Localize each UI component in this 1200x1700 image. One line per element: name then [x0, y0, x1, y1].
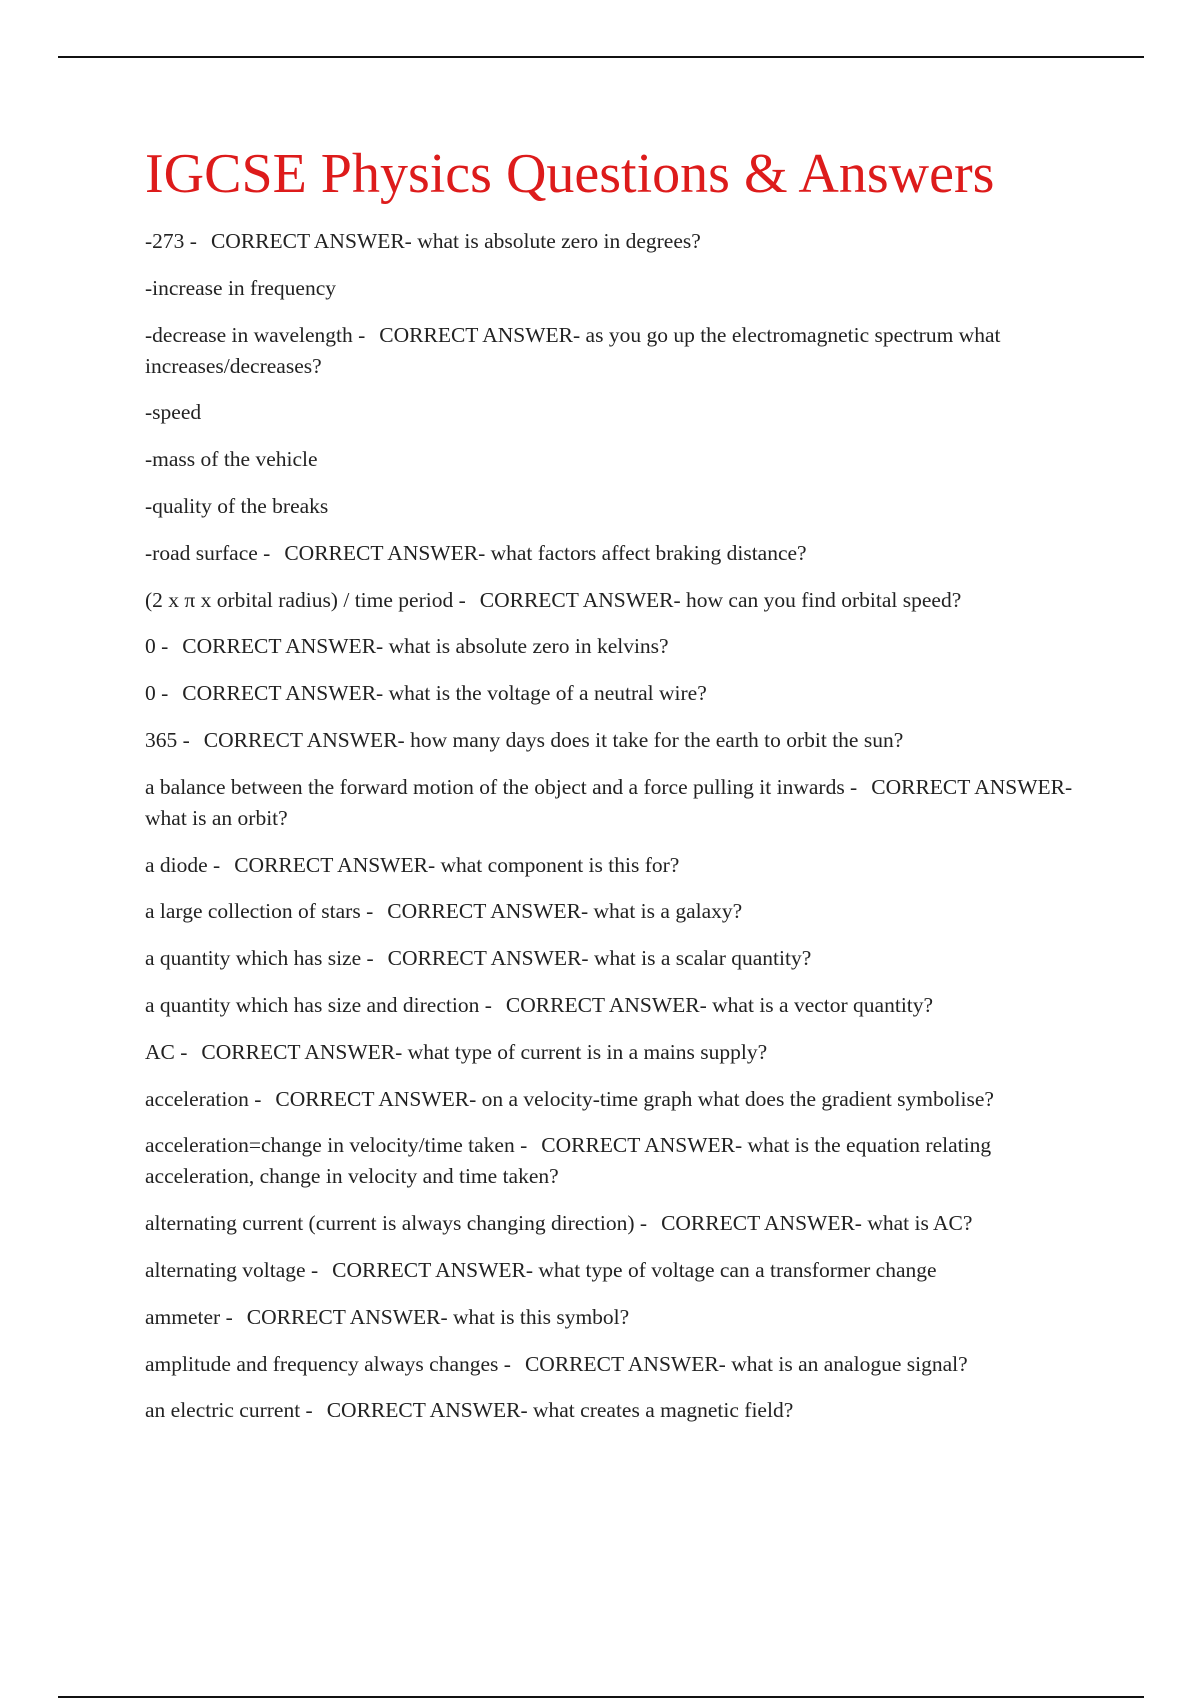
question-text: CORRECT ANSWER- as you go up the electromagnetic spectrum what increases/decreases?	[145, 322, 1001, 378]
list-item	[145, 320, 1085, 382]
answer-text: acceleration -	[145, 1086, 262, 1111]
question-text: CORRECT ANSWER- what is a scalar quantity?	[387, 946, 812, 971]
list-item	[145, 631, 1085, 662]
list-item	[145, 491, 1085, 522]
answer-text: a quantity which has size -	[145, 946, 374, 971]
list-item	[145, 273, 1085, 304]
question-text: CORRECT ANSWER- how can you find orbital speed?	[479, 587, 962, 612]
question-text: CORRECT ANSWER- what is this symbol?	[246, 1304, 630, 1329]
list-item	[145, 1130, 1085, 1192]
list-item	[145, 1255, 1085, 1286]
answer-text: a large collection of stars -	[145, 899, 374, 924]
answer-text: AC -	[145, 1039, 188, 1064]
answer-text: acceleration=change in velocity/time taken -	[145, 1133, 528, 1158]
question-text: CORRECT ANSWER- what component is this for?	[234, 852, 680, 877]
answer-text: -speed	[145, 400, 202, 425]
question-text: CORRECT ANSWER- what is an orbit?	[145, 774, 1073, 830]
qa-list	[145, 226, 1085, 1426]
list-item	[145, 585, 1085, 616]
list-item	[145, 943, 1085, 974]
list-item	[145, 896, 1085, 927]
list-item	[145, 990, 1085, 1021]
answer-text: -273 -	[145, 229, 197, 253]
question-text: CORRECT ANSWER- what type of voltage can a transformer change	[332, 1257, 937, 1282]
bottom-rule	[58, 1696, 1144, 1698]
answer-text: -road surface -	[145, 540, 271, 565]
list-item	[145, 772, 1085, 834]
list-item	[145, 538, 1085, 569]
question-text: CORRECT ANSWER- what type of current is in a mains supply?	[201, 1039, 768, 1064]
answer-text: an electric current -	[145, 1398, 313, 1423]
list-item	[145, 725, 1085, 756]
answer-text: amplitude and frequency always changes -	[145, 1351, 511, 1376]
list-item	[145, 444, 1085, 475]
question-text: CORRECT ANSWER- what creates a magnetic field?	[326, 1398, 794, 1423]
list-item	[145, 1037, 1085, 1068]
document-title: IGCSE Physics Questions & Answers	[145, 143, 995, 205]
question-text: CORRECT ANSWER- what is AC?	[661, 1211, 973, 1236]
top-rule	[58, 56, 1144, 58]
list-item	[145, 678, 1085, 709]
question-text: CORRECT ANSWER- what is absolute zero in degrees?	[210, 229, 701, 253]
question-text: CORRECT ANSWER- what is the voltage of a neutral wire?	[182, 681, 707, 706]
question-text: CORRECT ANSWER- how many days does it take for the earth to orbit the sun?	[203, 727, 904, 752]
question-text: CORRECT ANSWER- what is absolute zero in kelvins?	[182, 634, 669, 659]
answer-text: 0 -	[145, 681, 169, 706]
answer-text: ammeter -	[145, 1304, 233, 1329]
list-item	[145, 1395, 1085, 1426]
answer-text: -decrease in wavelength -	[145, 322, 366, 347]
answer-text: -quality of the breaks	[145, 493, 329, 518]
question-text: CORRECT ANSWER- what is a vector quantity?	[505, 992, 934, 1017]
list-item	[145, 1208, 1085, 1239]
answer-text: alternating voltage -	[145, 1257, 319, 1282]
list-item	[145, 226, 1085, 257]
list-item	[145, 397, 1085, 428]
question-text: CORRECT ANSWER- what is the equation relating acceleration, change in velocity and time taken?	[145, 1133, 992, 1189]
answer-text: alternating current (current is always changing direction) -	[145, 1211, 648, 1236]
answer-text: (2 x π x orbital radius) / time period -	[145, 587, 466, 612]
answer-text: -mass of the vehicle	[145, 447, 318, 472]
answer-text: 365 -	[145, 727, 190, 752]
list-item	[145, 1084, 1085, 1115]
list-item	[145, 1302, 1085, 1333]
list-item	[145, 850, 1085, 881]
answer-text: 0 -	[145, 634, 169, 659]
answer-text: a diode -	[145, 852, 221, 877]
question-text: CORRECT ANSWER- on a velocity-time graph what does the gradient symbolise?	[275, 1086, 994, 1111]
answer-text: -increase in frequency	[145, 275, 337, 300]
answer-text: a quantity which has size and direction -	[145, 992, 492, 1017]
document-body	[145, 142, 1085, 1442]
list-item	[145, 1349, 1085, 1380]
question-text: CORRECT ANSWER- what is a galaxy?	[387, 899, 743, 924]
question-text: CORRECT ANSWER- what is an analogue signal?	[524, 1351, 968, 1376]
question-text: CORRECT ANSWER- what factors affect braking distance?	[284, 540, 807, 565]
answer-text: a balance between the forward motion of the object and a force pulling it inwards -	[145, 774, 858, 799]
